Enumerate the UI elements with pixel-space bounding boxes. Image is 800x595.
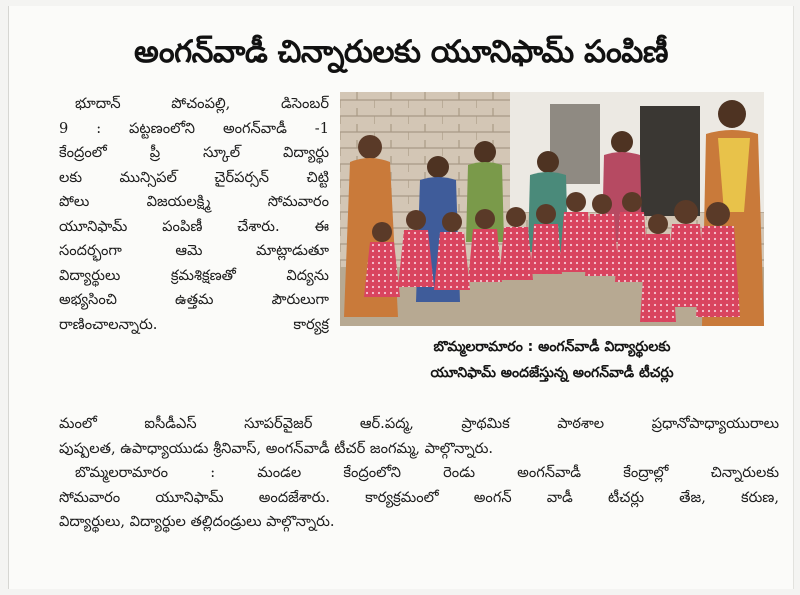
article-line: కేంద్రంలో ప్రీ స్కూల్ విద్యార్థు: [59, 144, 329, 161]
article-line: భూదాన్ పోచంపల్లి, డిసెంబర్: [75, 95, 329, 112]
article-left-column: [59, 92, 329, 337]
photo-caption: [340, 334, 764, 386]
article-line: యూనిఫామ్ పంపిణీ చేశారు. ఈ: [59, 217, 329, 235]
article-line: రాణించాలన్నారు. కార్యక్ర: [59, 315, 329, 333]
article-line: లకు మున్సిపల్ చైర్‌పర్సన్ చిట్టి: [59, 168, 329, 186]
article-line: 9 : పట్టణంలోని అంగన్‌వాడీ -1: [59, 119, 329, 137]
caption-line: యూనిఫామ్ అందజేస్తున్న అంగన్‌వాడీ టీచర్లు: [430, 365, 674, 381]
article-line: బొమ్మలరామారం : మండల కేంద్రంలోని రెండు అంగన్‌వాడీ కేంద్రాల్లో చిన్నారులకు: [75, 464, 779, 481]
article-line: సందర్భంగా ఆమె మాట్లాడుతూ: [59, 242, 329, 259]
article-line: పోలు విజయలక్ష్మి సోమవారం: [59, 193, 329, 210]
caption-line: బొమ్మలరామారం : అంగన్‌వాడీ విద్యార్థులకు: [433, 339, 671, 355]
article-line: సోమవారం యూనిఫామ్ అందజేశారు. కార్యక్రమంలో అంగన్ వాడీ టీచర్లు తేజ, కరుణ,: [59, 488, 779, 506]
article-continuation: [59, 412, 779, 535]
news-photo: [340, 92, 764, 326]
article-line: విద్యార్థులు, విద్యార్థుల తల్లిదండ్రులు పాల్గొన్నారు.: [59, 513, 335, 530]
article-line: మంలో ఐసీడీఎస్ సూపర్‌వైజర్ ఆర్.పద్మ, ప్రాథమిక పాఠశాల ప్రధానోపాధ్యాయురాలు: [59, 415, 779, 432]
article-line: విద్యార్థులు క్రమశిక్షణతో విద్యను: [59, 266, 329, 284]
article-line: పుష్పలత, ఉపాధ్యాయుడు శ్రీనివాస్, అంగన్‌వాడీ టీచర్ జంగమ్మ, పాల్గొన్నారు.: [59, 439, 494, 457]
article-line: అభ్యసించి ఉత్తమ పౌరులుగా: [59, 291, 329, 308]
newspaper-clipping: [8, 6, 794, 589]
anganwadi-children-photo: [340, 92, 764, 326]
headline: అంగన్‌వాడీ చిన్నారులకు యూనిఫామ్ పంపిణీ: [134, 34, 668, 70]
